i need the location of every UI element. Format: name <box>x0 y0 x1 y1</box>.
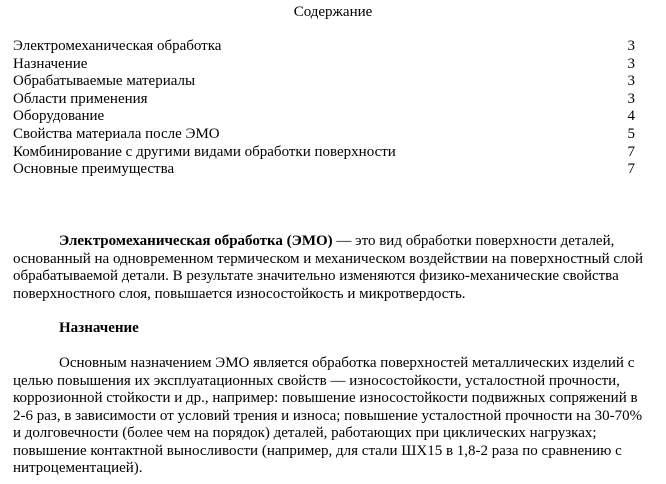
toc-entry-label: Назначение <box>13 55 88 72</box>
toc-entry[interactable] <box>13 108 635 126</box>
intro-term: Электромеханическая обработка (ЭМО) <box>59 233 333 249</box>
toc-entry-page: 3 <box>627 90 635 107</box>
toc-entry-page: 4 <box>627 108 635 125</box>
toc-entry-label: Электромеханическая обработка <box>13 38 222 54</box>
toc-entry-page: 3 <box>627 55 635 72</box>
toc-entry[interactable] <box>13 56 635 74</box>
toc-entry-page: 5 <box>627 125 635 142</box>
toc-entry-page: 7 <box>627 143 635 160</box>
section-heading: Назначение <box>59 320 139 336</box>
toc-entry-page: 3 <box>627 73 635 90</box>
toc-entry-page: 7 <box>627 161 635 178</box>
toc-entry-label: Оборудование <box>13 108 105 125</box>
toc-entry-label: Комбинирование с другими видами обработки поверхности <box>13 143 396 160</box>
toc-entry[interactable] <box>13 161 635 179</box>
intro-definition: — это вид обработки поверхности деталей, основанный на одновременном термическом и механическом воздействии на поверхностный слой обрабатываемой детали. В результате значительно изменяются физико-механические свойства поверхностного слоя, повышается износостойкость и микротвердость. <box>13 233 644 302</box>
toc-entry[interactable] <box>13 38 635 56</box>
toc-entry-label: Области применения <box>13 90 148 107</box>
table-of-contents <box>13 38 635 179</box>
section-paragraph: Основным назначением ЭМО является обработка поверхностей металлических изделий с целью повышения их эксплуатационных свойств — износостойкости, усталостной прочности, коррозионной стойкости и др., например: повышение износостойкости подвижных сопряжений в 2-6 раз, в зависимости от условий трения и износа; повышение усталостной прочности на 30-70% и долговечности (более чем на порядок) деталей, работающих при циклических нагрузках; повышение контактной выносливости (например, для стали ШХ15 в 1,8-2 раза по сравнению с нитроцементацией). <box>13 355 643 476</box>
toc-entry[interactable] <box>13 73 635 91</box>
intro-paragraph <box>13 233 647 303</box>
toc-entry-label: Основные преимущества <box>13 161 175 178</box>
toc-entry[interactable] <box>13 144 635 162</box>
toc-entry-page: 3 <box>627 38 635 54</box>
toc-entry-label: Обрабатываемые материалы <box>13 73 196 90</box>
toc-entry[interactable] <box>13 126 635 144</box>
toc-title: Содержание <box>293 4 373 20</box>
toc-entry[interactable] <box>13 91 635 109</box>
toc-entry-label: Свойства материала после ЭМО <box>13 125 220 142</box>
